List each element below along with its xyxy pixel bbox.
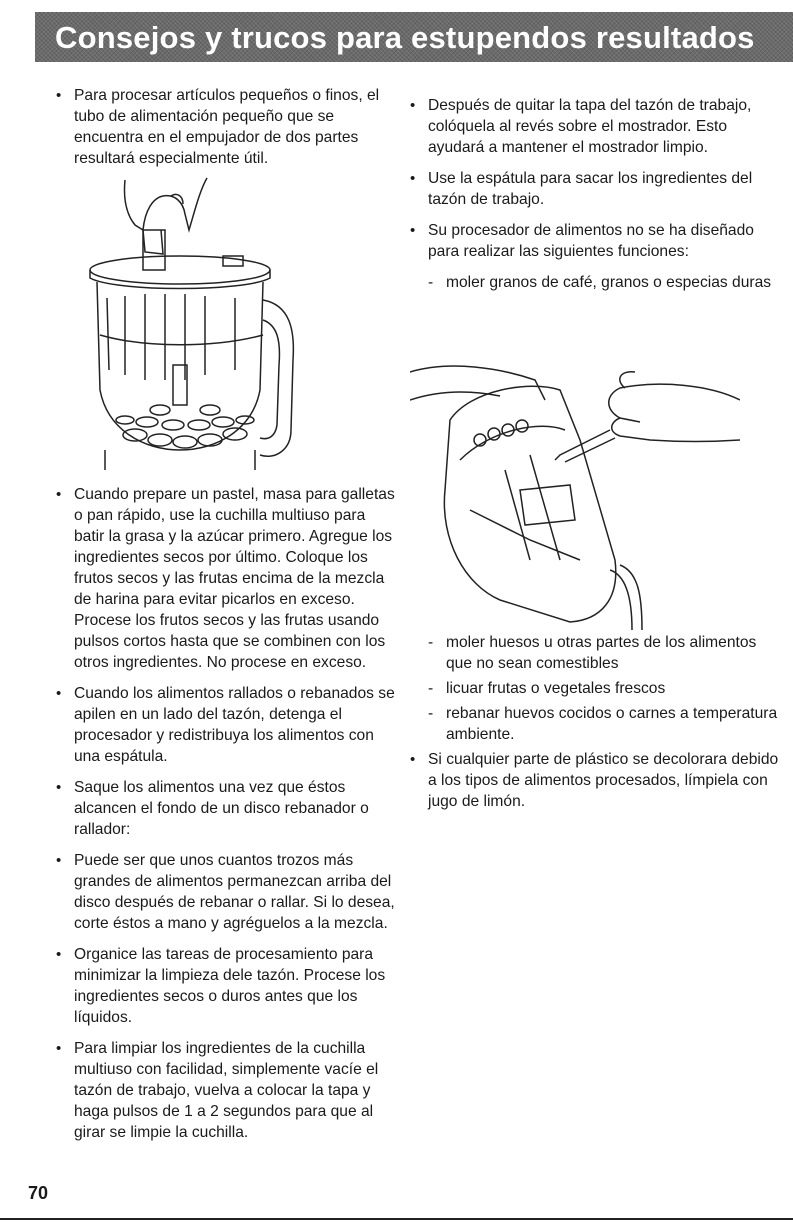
right-dash-2: - licuar frutas o vegetales frescos bbox=[410, 678, 780, 699]
left-bullet-4: • Puede ser que unos cuantos trozos más grandes de alimentos permanezcan arriba del disco después de rebanar o rallar. Si lo desea, corte éstos a mano y agréguelos a la mezcla. bbox=[56, 850, 396, 934]
left-bullet-5: • Organice las tareas de procesamiento para minimizar la limpieza dele tazón. Procese los ingredientes secos o duros antes que los líquidos. bbox=[56, 944, 396, 1028]
title-bar bbox=[35, 12, 793, 62]
spatula-illustration bbox=[410, 360, 740, 630]
left-bullet-6: • Para limpiar los ingredientes de la cuchilla multiuso con facilidad, simplemente vacíe el tazón de trabajo, vuelva a colocar la tapa y haga pulsos de 1 a 2 segundos para que al girar se limpie la cuchilla. bbox=[56, 1038, 396, 1143]
left-bullet-3: • Saque los alimentos una vez que éstos alcancen el fondo de un disco rebanador o rallador: bbox=[56, 777, 396, 840]
left-bullet-intro: • Para procesar artículos pequeños o finos, el tubo de alimentación pequeño que se encuentra en el empujador de dos partes resultará especialmente útil. bbox=[56, 85, 396, 169]
page-title: Consejos y trucos para estupendos resultados bbox=[55, 20, 755, 55]
right-dash-3: - rebanar huevos cocidos o carnes a temperatura ambiente. bbox=[410, 703, 780, 745]
right-bottom bbox=[410, 632, 780, 822]
bottom-rule bbox=[0, 1218, 793, 1220]
right-bullet-last: • Si cualquier parte de plástico se decolorara debido a los tipos de alimentos procesados, límpiela con jugo de limón. bbox=[410, 749, 780, 812]
right-top bbox=[410, 95, 780, 297]
right-dash-1: - moler huesos u otras partes de los alimentos que no sean comestibles bbox=[410, 632, 780, 674]
left-bullet-2: • Cuando los alimentos rallados o rebanados se apilen en un lado del tazón, detenga el procesador y redistribuya los alimentos con una espátula. bbox=[56, 683, 396, 767]
left-bullet-1: • Cuando prepare un pastel, masa para galletas o pan rápido, use la cuchilla multiuso para batir la grasa y la azúcar primero. Agregue los ingredientes secos por último. Coloque los frutos secos y las frutas encima de la mezcla de harina para evitar picarlos en exceso. Procese los frutos secos y las frutas usando pulsos cortos hasta que se combinen con los otros ingredientes. No procese en exceso. bbox=[56, 484, 396, 673]
right-bullet-3: • Su procesador de alimentos no se ha diseñado para realizar las siguientes funciones: bbox=[410, 220, 780, 262]
left-intro bbox=[56, 85, 396, 179]
page-number: 70 bbox=[28, 1183, 49, 1203]
left-bullets bbox=[56, 484, 396, 1153]
right-bullet-2: • Use la espátula para sacar los ingredientes del tazón de trabajo. bbox=[410, 168, 780, 210]
right-dash-top: - moler granos de café, granos o especias duras bbox=[410, 272, 780, 293]
right-bullet-1: • Después de quitar la tapa del tazón de trabajo, colóquela al revés sobre el mostrador. Esto ayudará a mantener el mostrador limpio. bbox=[410, 95, 780, 158]
food-processor-illustration bbox=[85, 170, 325, 475]
